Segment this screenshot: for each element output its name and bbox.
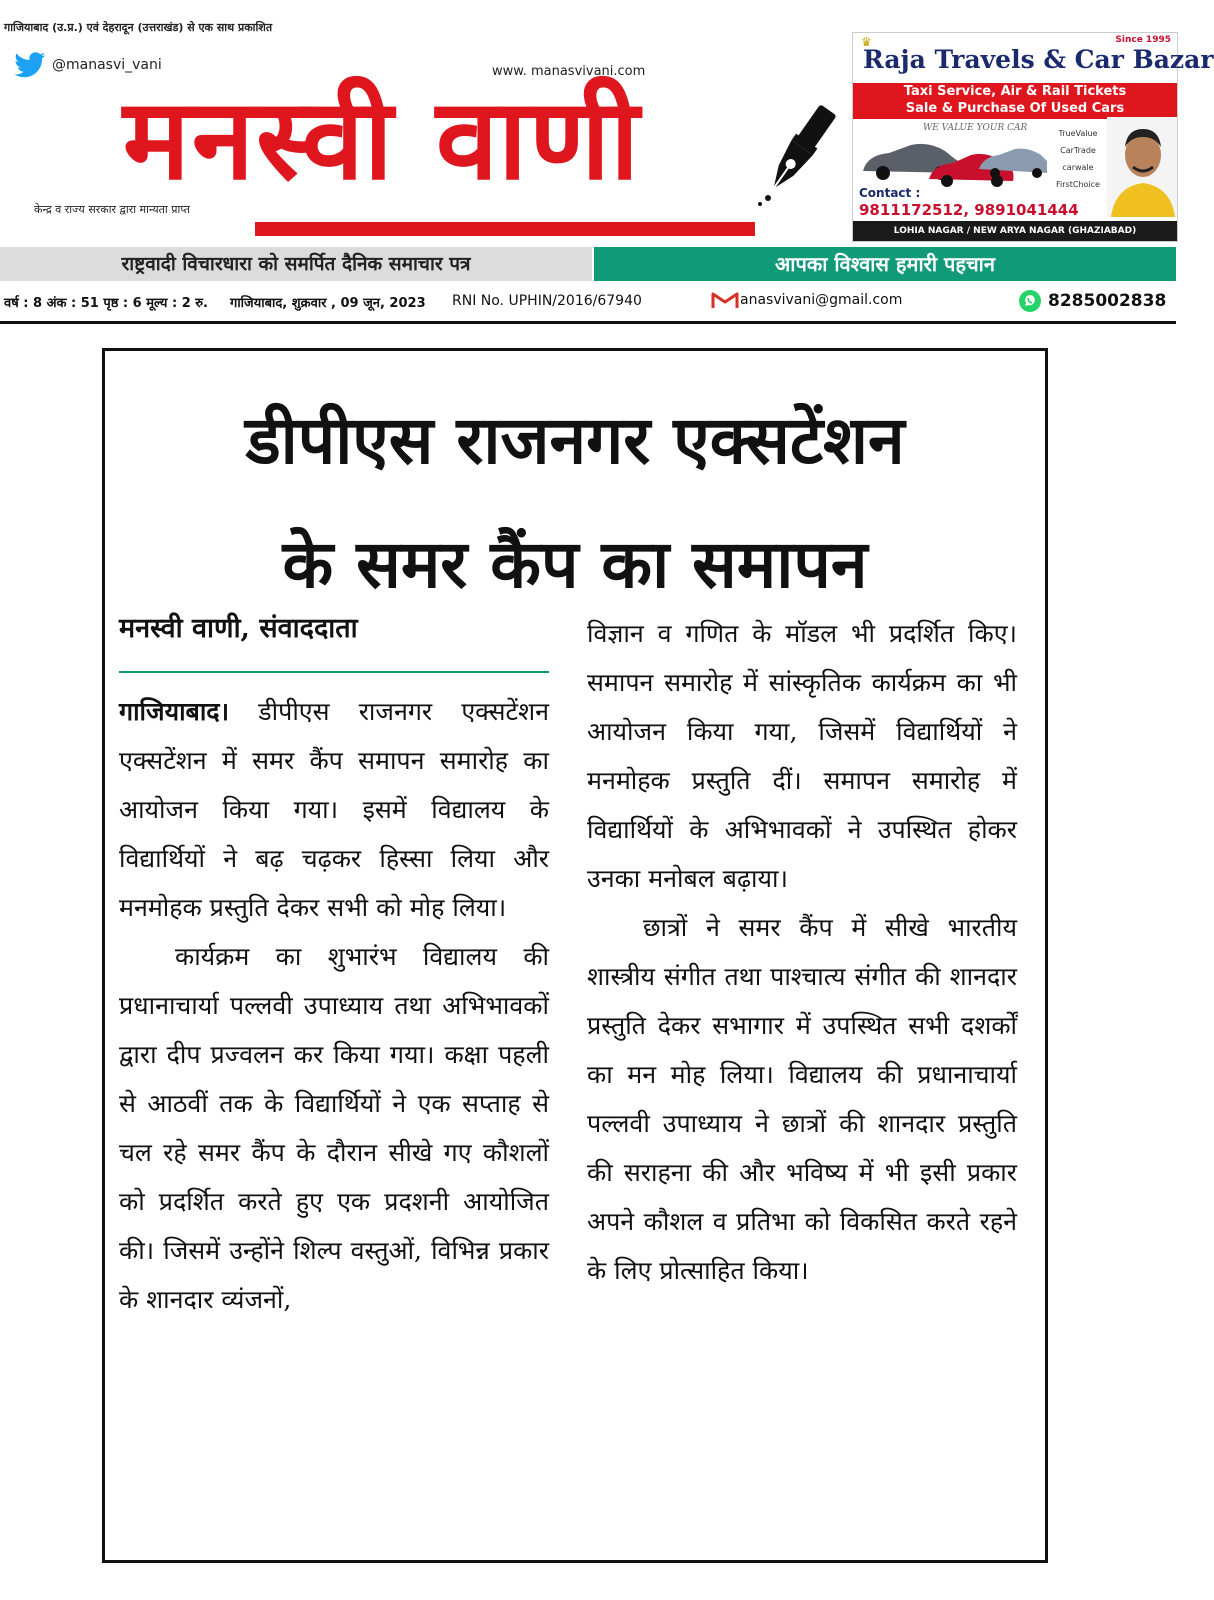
news-article — [102, 348, 1048, 1563]
whatsapp-number: 8285002838 — [1048, 291, 1167, 311]
ad-slogan: WE VALUE YOUR CAR — [923, 123, 1028, 133]
rni-number: RNI No. UPHIN/2016/67940 — [452, 293, 642, 309]
ad-title: Raja Travels & Car Bazar — [863, 45, 1214, 74]
contact-email-text: anasvivani@gmail.com — [740, 292, 903, 308]
ad-services-band — [853, 83, 1177, 119]
article-paragraph-2: कार्यक्रम का शुभारंभ विद्यालय की प्रधानाचार्या पल्लवी उपाध्याय तथा अभिभावकों द्वारा दीप प्रज्वलन कर किया गया। कक्षा पहली से आठवीं तक के विद्यार्थियों ने एक सप्ताह से चल रहे समर कैंप के दौरान सीखे गए कौशलों को प्रदर्शित करते हुए एक प्रदशनी आयोजित की। जिसमें उन्होंने शिल्प वस्तुओं, विभिन्न प्रकार के शानदार व्यंजनों, — [119, 942, 549, 1314]
article-paragraph-1 — [119, 687, 549, 932]
article-headline — [105, 379, 1045, 627]
article-paragraph-4: छात्रों ने समर कैंप में सीखे भारतीय शास्त्रीय संगीत तथा पाश्चात्य संगीत की शानदार प्रस्तुति देकर सभागार में उपस्थित सभी दशर्कों का मन मोह लिया। विद्यालय की प्रधानाचार्या पल्लवी उपाध्याय ने छात्रों की शानदार प्रस्तुति की सराहना की और भविष्य में भी इसी प्रकार अपने कौशल व प्रतिभा को विकसित करते रहने के लिए प्रोत्साहित किया। — [587, 913, 1017, 1285]
article-paragraph-3: विज्ञान व गणित के मॉडल भी प्रदर्शित किए। समापन समारोह में सांस्कृतिक कार्यक्रम का भी आयोजन किया गया, जिसमें विद्यार्थियों ने मनमोहक प्रस्तुति दीं। समापन समारोह में विद्यार्थियों के अभिभावकों ने उपस्थित होकर उनका मनोबल बढ़ाया। — [587, 619, 1017, 893]
ad-contact-label: Contact : — [859, 186, 921, 200]
article-column-right — [587, 609, 1017, 1295]
gmail-icon — [712, 291, 738, 309]
publication-line: गाजियाबाद (उ.प्र.) एवं देहरादून (उत्तराखंड) से एक साथ प्रकाशित — [4, 21, 273, 34]
ad-brand: CarTrade — [1060, 146, 1096, 155]
contact-email[interactable] — [712, 291, 902, 309]
logo-text: मनस्वी वाणी — [122, 75, 642, 205]
whatsapp-icon — [1018, 289, 1042, 313]
ad-brand: TrueValue — [1058, 129, 1098, 138]
dateline-word: गाजियाबाद। — [119, 697, 230, 726]
ad-address: LOHIA NAGAR / NEW ARYA NAGAR (GHAZIABAD) — [853, 221, 1177, 241]
website-url[interactable]: www. manasvivani.com — [492, 64, 646, 79]
ad-brand: carwale — [1062, 163, 1094, 172]
tagline-left: राष्ट्रवादी विचारधारा को समर्पित दैनिक समाचार पत्र — [0, 247, 592, 281]
recognition-line: केन्द्र व राज्य सरकार द्वारा मान्यता प्राप्त — [34, 203, 190, 216]
cars-illustration — [859, 129, 1049, 189]
ad-line-2: Sale & Purchase Of Used Cars — [905, 101, 1125, 116]
advertisement[interactable] — [852, 32, 1214, 242]
paragraph-1-text: डीपीएस राजनगर एक्सटेंशन एक्सटेंशन में समर कैंप समापन समारोह का आयोजन किया गया। इसमें विद्यालय के विद्यार्थियों ने बढ़ चढ़कर हिस्सा लिया और मनमोहक प्रस्तुति देकर सभी को मोह लिया। — [119, 697, 549, 922]
tagline-right: आपका विश्वास हमारी पहचान — [594, 247, 1176, 281]
ad-brand-list — [1049, 125, 1107, 193]
article-byline: मनस्वी वाणी, संवाददाता — [119, 613, 358, 644]
info-strip — [0, 285, 1176, 324]
ad-since: Since 1995 — [1115, 35, 1171, 45]
pen-nib-icon — [754, 100, 840, 210]
whatsapp-contact[interactable] — [1018, 289, 1166, 313]
crown-icon: ♛ — [861, 35, 872, 49]
logo-underline — [255, 222, 755, 236]
twitter-handle-text: @manasvi_vani — [52, 57, 162, 73]
issue-details: वर्ष : 8 अंक : 51 पृष्ठ : 6 मूल्य : 2 रु. — [4, 296, 208, 311]
byline-divider — [119, 671, 549, 673]
proprietor-photo — [1107, 117, 1177, 217]
article-column-left — [119, 609, 549, 1324]
headline-line-1: डीपीएस राजनगर एक्सटेंशन — [245, 402, 905, 479]
edition-dateline: गाजियाबाद, शुक्रवार , 09 जून, 2023 — [230, 296, 426, 311]
ad-phone-numbers[interactable]: 9811172512, 9891041444 — [859, 201, 1079, 219]
ad-brand: FirstChoice — [1056, 180, 1100, 189]
headline-line-2: के समर कैंप का समापन — [282, 526, 868, 603]
ad-line-1: Taxi Service, Air & Rail Tickets — [903, 84, 1127, 99]
